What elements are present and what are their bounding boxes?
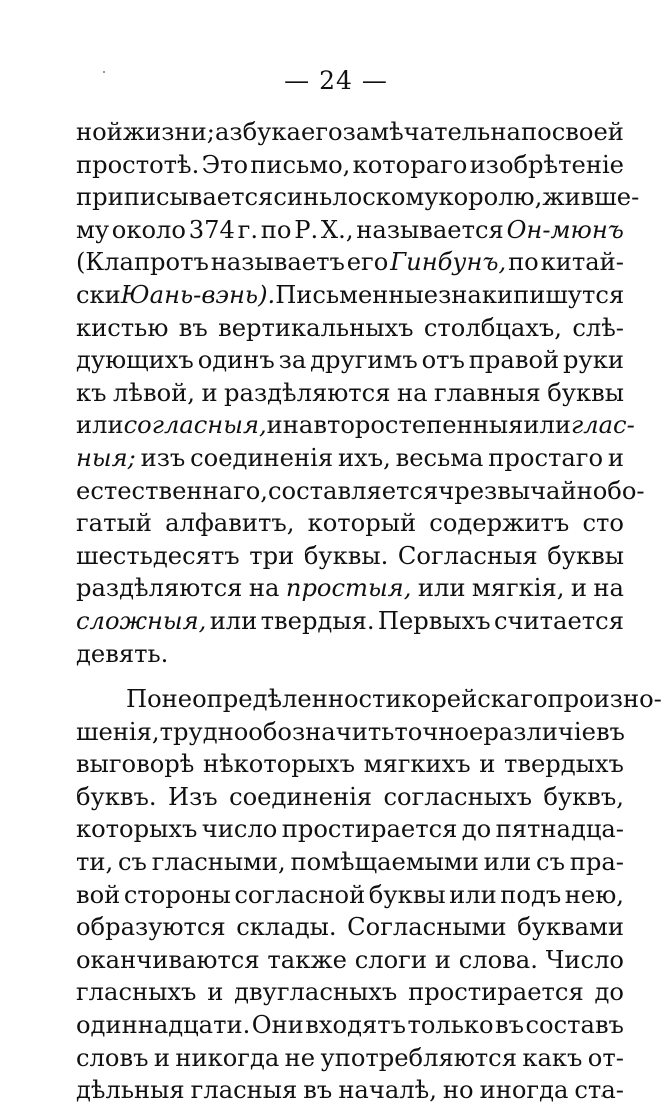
word: весьма (395, 443, 484, 472)
word: столбцахъ, (423, 313, 562, 342)
word: до (461, 815, 492, 844)
word: (Клапротъ (76, 248, 209, 277)
text-line (76, 572, 624, 605)
word: китай- (540, 248, 624, 277)
word: Х., (320, 215, 354, 244)
word: съ (536, 848, 565, 877)
word: пра- (569, 848, 624, 877)
word: нѣкоторыхъ (202, 750, 356, 779)
word: чрезвычайно (438, 476, 608, 505)
word: не (284, 1043, 316, 1072)
word: считается (494, 606, 624, 635)
word: пишутся (513, 280, 625, 309)
word: Это (201, 150, 249, 179)
text-line (76, 846, 624, 879)
word: мягкія, (471, 574, 565, 603)
word: на (593, 574, 624, 603)
word: иногда (479, 1076, 569, 1105)
word: буквы (547, 541, 624, 570)
word: съ (118, 848, 147, 877)
word: ти, (76, 848, 114, 877)
word: сто (582, 509, 624, 538)
word: или (449, 880, 497, 909)
text-line (76, 781, 624, 814)
word: котораго (352, 150, 468, 179)
word: корейскаго (401, 685, 548, 714)
word: буквы. (303, 541, 389, 570)
text-line (76, 442, 624, 475)
word: Письменные (275, 280, 439, 309)
word: азбука (214, 118, 301, 146)
word: три (249, 541, 295, 570)
text-line (76, 214, 624, 247)
word: употребляются (320, 1043, 517, 1072)
word: от- (587, 1043, 624, 1072)
text-line (76, 312, 624, 345)
word: правой (468, 346, 560, 375)
word: 374 (188, 215, 235, 244)
word: соединенія (190, 443, 334, 472)
text-line (76, 813, 624, 846)
word: дѣльныя (76, 1076, 185, 1105)
word: простыя, (285, 574, 412, 603)
word: его (301, 118, 343, 146)
word: живше- (542, 183, 640, 212)
word: составъ (525, 1011, 624, 1040)
word: Согласныя (397, 541, 538, 570)
word: гласныхъ (76, 978, 197, 1007)
word: простотѣ. (76, 150, 200, 179)
text-line (76, 279, 624, 312)
word: одиннадцати. (76, 1011, 251, 1040)
word: гатый (76, 509, 152, 538)
word: отъ (421, 346, 465, 375)
word: его (346, 248, 389, 277)
word: своей (551, 118, 624, 146)
word: слова. (458, 945, 538, 974)
word: простаго (488, 443, 604, 472)
word: согласныхъ (383, 782, 532, 811)
text-line (76, 638, 624, 671)
word: слѣ- (572, 313, 624, 342)
text-line (76, 748, 624, 781)
word: входятъ (305, 1011, 406, 1040)
word: гласными, (151, 848, 286, 877)
word: замѣчательна (342, 118, 521, 146)
word: или (483, 848, 532, 877)
word: По (126, 685, 162, 714)
word: буквъ. (76, 782, 157, 811)
text-line (76, 716, 624, 749)
word: и (570, 574, 587, 603)
text-line (76, 1009, 624, 1042)
word: и (201, 378, 218, 407)
word: соединенія (229, 782, 373, 811)
text-line (76, 116, 624, 149)
word: по (260, 215, 292, 244)
word: раздѣляются (224, 378, 391, 407)
word: шенія, (76, 717, 160, 746)
word: оканчиваются (76, 945, 260, 974)
word: синьлоскому (273, 183, 439, 212)
word: какъ (522, 1043, 583, 1072)
word: неопредѣленности (161, 685, 402, 714)
word: му (76, 215, 110, 244)
text-line (76, 1074, 624, 1107)
text-line (76, 246, 624, 279)
word: но (442, 1076, 474, 1105)
word: Первыхъ (377, 606, 491, 635)
word: одинъ (197, 346, 275, 375)
word: бо- (607, 476, 645, 505)
text-line (76, 149, 624, 182)
word: по (520, 118, 552, 146)
word: никогда (175, 1043, 280, 1072)
text-line (76, 944, 624, 977)
word: другимъ (310, 346, 418, 375)
word: алфавитъ, (165, 509, 295, 538)
text-line (76, 911, 624, 944)
word: началѣ, (338, 1076, 437, 1105)
word: твердыя. (260, 606, 375, 635)
word: и (153, 1043, 170, 1072)
word: или (523, 411, 571, 440)
text-line (76, 605, 624, 638)
word: буквы (368, 880, 446, 909)
word: подъ (500, 880, 562, 909)
word: ски (76, 280, 121, 309)
word: ныя; (76, 443, 136, 472)
word: приписывается (76, 183, 274, 212)
word: въ (178, 313, 208, 342)
word: въ (595, 717, 625, 746)
word: словъ (76, 1043, 149, 1072)
word: образуются (76, 913, 226, 942)
word: Гинбунъ, (390, 248, 507, 277)
word: содержитъ (429, 509, 570, 538)
word: дующихъ (76, 346, 194, 375)
body-text (76, 116, 662, 1107)
word: второстепенныя (313, 411, 524, 440)
word: изъ (140, 443, 186, 472)
word: составляется (268, 476, 439, 505)
word: согласныя, (123, 411, 267, 440)
word: простирается (281, 815, 458, 844)
word: слоги (354, 945, 427, 974)
word: выговорѣ (76, 750, 195, 779)
word: до (594, 978, 624, 1007)
word: буквъ, (543, 782, 624, 811)
word: Число (545, 945, 624, 974)
word: обозначить (248, 717, 395, 746)
word: точное (394, 717, 484, 746)
word: главныя (434, 378, 541, 407)
word: ихъ, (337, 443, 391, 472)
word: и (266, 411, 283, 440)
text-line (76, 344, 624, 377)
word: стороны (123, 880, 231, 909)
word: нею, (564, 880, 624, 909)
word: который (307, 509, 417, 538)
text-line (76, 976, 624, 1009)
word: только (407, 1011, 494, 1040)
text-line (76, 475, 645, 508)
word: число (201, 815, 278, 844)
word: и (207, 978, 224, 1007)
word: пятнадца- (495, 815, 624, 844)
word: простирается (408, 978, 584, 1007)
text-line (76, 377, 624, 410)
word: или (417, 574, 466, 603)
word: на (282, 411, 314, 440)
paragraph-gap (76, 670, 624, 683)
word: за (278, 346, 307, 375)
word: произно- (547, 685, 662, 714)
text-line (76, 540, 624, 573)
word: раздѣляются (76, 574, 243, 603)
word: г. (237, 215, 259, 244)
word: вертикальныхъ (218, 313, 414, 342)
text-line (76, 181, 640, 214)
word: согласной (234, 880, 366, 909)
word: девять. (76, 639, 169, 668)
text-line (76, 879, 624, 912)
word: гласныя (190, 1076, 298, 1105)
word: Они (251, 1011, 304, 1040)
word: которыхъ (76, 815, 198, 844)
text-line (76, 409, 635, 442)
word: трудно (159, 717, 249, 746)
word: руки (562, 346, 624, 375)
word: также (267, 945, 347, 974)
word: двугласныхъ (234, 978, 398, 1007)
word: письмо, (250, 150, 351, 179)
word: въ (495, 1011, 525, 1040)
word: помѣщаемыми (290, 848, 479, 877)
word: буквы (547, 378, 624, 407)
word: Изъ (168, 782, 218, 811)
text-line (76, 1042, 624, 1075)
word: жизни; (122, 118, 215, 146)
word: естественнаго, (76, 476, 269, 505)
word: на (248, 574, 280, 603)
word: склады. (236, 913, 337, 942)
word: называетъ (210, 248, 345, 277)
page-number: — 24 — (284, 66, 388, 95)
word: ной (76, 118, 123, 146)
word: кистью (76, 313, 169, 342)
word: изобрѣтеніе (469, 150, 624, 179)
word: сложныя, (76, 606, 207, 635)
text-line (76, 507, 624, 540)
word: и (607, 443, 624, 472)
word: ста- (574, 1076, 624, 1105)
word: около (111, 215, 186, 244)
word: въ (303, 1076, 333, 1105)
word: Р. (294, 215, 319, 244)
word: лѣвой, (113, 378, 195, 407)
word: или (209, 606, 258, 635)
word: Юань-вэнь). (120, 280, 276, 309)
word: знаки (438, 280, 514, 309)
word: мягкихъ (363, 750, 471, 779)
word: Он-мюнъ (506, 215, 624, 244)
word: твердыхъ (503, 750, 624, 779)
word: королю, (438, 183, 543, 212)
word: на (396, 378, 428, 407)
word: Согласными (347, 913, 507, 942)
word: различіе (483, 717, 596, 746)
word: или (76, 411, 124, 440)
word: вой (76, 880, 121, 909)
word: глас- (570, 411, 635, 440)
word: шестьдесятъ (76, 541, 240, 570)
word: и (479, 750, 496, 779)
word: по (508, 248, 539, 277)
word: и (434, 945, 451, 974)
word: буквами (517, 913, 624, 942)
word: называется (356, 215, 504, 244)
word: къ (76, 378, 107, 407)
text-line (76, 683, 662, 716)
